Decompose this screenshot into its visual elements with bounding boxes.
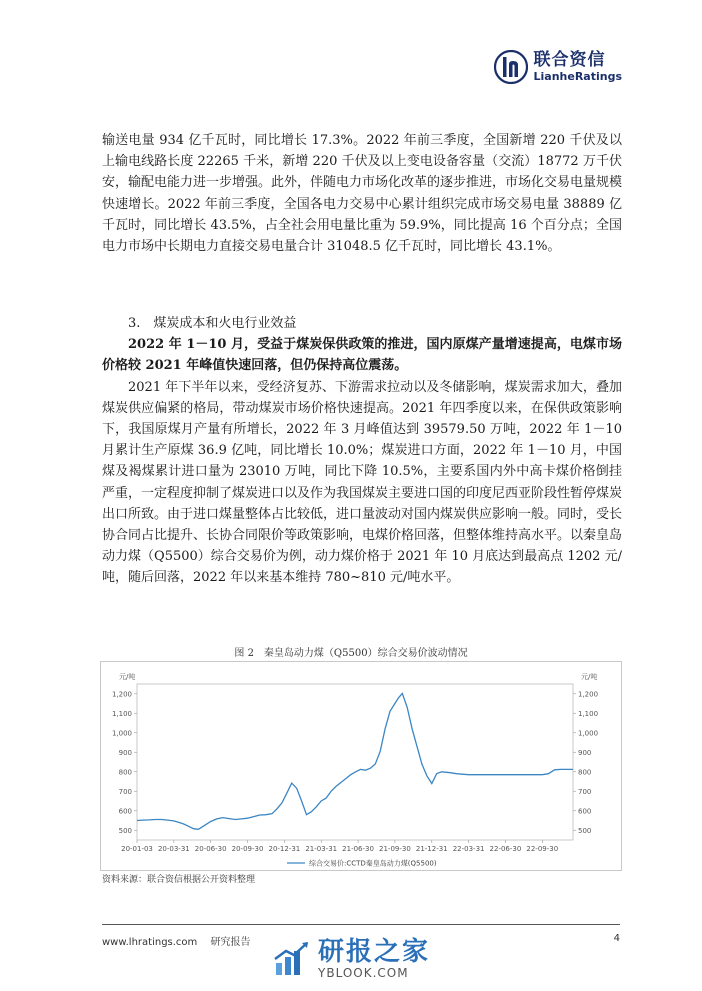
x-tick-label: 22-03-31: [452, 845, 485, 853]
company-logo: [494, 50, 623, 84]
x-tick-label: 20-09-30: [231, 845, 264, 853]
y-axis-label-left: 元/吨: [119, 673, 136, 681]
y-tick-label-right: 1,000: [578, 729, 599, 738]
section-heading: 3. 煤炭成本和火电行业效益: [128, 316, 297, 331]
footer-website[interactable]: www.lhratings.com: [102, 937, 198, 948]
y-tick-label-right: 900: [578, 748, 592, 757]
figure-caption: 图 2 秦皇岛动力煤（Q5500）综合交易价波动情况: [234, 648, 468, 659]
section-3: [102, 313, 622, 589]
y-tick-label-right: 1,100: [578, 709, 599, 718]
logo-chinese-name: 联合资信: [533, 50, 606, 70]
y-tick-label-left: 1,000: [111, 729, 132, 738]
y-axis-label-right: 元/吨: [581, 673, 598, 681]
y-tick-label-right: 500: [578, 826, 592, 835]
x-tick-label: 20-12-31: [268, 845, 301, 853]
footer-divider: [102, 924, 620, 925]
x-tick-label: 20-03-31: [157, 845, 190, 853]
y-tick-label-left: 900: [118, 748, 132, 757]
x-tick-label: 20-06-30: [194, 845, 227, 853]
y-tick-label-left: 500: [118, 826, 132, 835]
legend-label: 综合交易价:CCTD秦皇岛动力煤(Q5500): [309, 859, 437, 868]
figure-source: 资料来源：联合资信根据公开资料整理: [102, 875, 256, 885]
x-tick-label: 21-12-31: [415, 845, 448, 853]
watermark-english: YBLOOK.COM: [318, 966, 409, 980]
x-tick-label: 22-06-30: [489, 845, 522, 853]
page-number: 4: [613, 933, 620, 944]
x-tick-label: 20-01-03: [121, 845, 153, 853]
watermark: [272, 938, 430, 980]
y-tick-label-left: 1,100: [111, 709, 132, 718]
y-tick-label-right: 1,200: [578, 690, 599, 699]
y-tick-label-left: 700: [118, 787, 132, 796]
watermark-chinese: 研报之家: [318, 937, 431, 967]
y-tick-label-right: 800: [578, 768, 592, 777]
lianhe-logo-icon: [494, 50, 528, 84]
y-tick-label-left: 600: [118, 807, 132, 816]
y-tick-label-left: 1,200: [111, 690, 132, 699]
price-series-line: [137, 693, 573, 829]
x-tick-label: 21-09-30: [379, 845, 411, 853]
y-tick-label-left: 800: [118, 768, 132, 777]
footer-left: [102, 933, 250, 948]
logo-english-name: LianheRatings: [533, 70, 622, 83]
x-tick-label: 21-06-30: [342, 845, 374, 853]
bar-chart-watermark-icon: [272, 939, 312, 979]
paragraph-coal-market: 2021 年下半年以来，受经济复苏、下游需求拉动以及冬储影响，煤炭需求加大，叠加煤炭供应偏紧的格局，带动煤炭市场价格快速提高。2021 年四季度以来，在保供政策影响下，我国原煤月产量有所增长，2022 年 3 月峰值达到 39579.50 万吨，2022 年 1－10 月累计生产原煤 36.9 亿吨，同比增长 10.0%；煤炭进口方面，2022 年 1－10 月，中国煤及褐煤累计进口量为 23010 万吨，同比下降 10.5%，主要系国内外中高卡煤价格倒挂严重，一定程度抑制了煤炭进口以及作为我国煤炭主要进口国的印度尼西亚阶段性暂停煤炭出口所致。由于进口煤量整体占比较低，进口量波动对国内煤炭供应影响一般。同时，受长协合同占比提升、长协合同限价等政策影响，电煤价格回落，但整体维持高水平。以秦皇岛动力煤（Q5500）综合交易价为例，动力煤价格于 2021 年 10 月底达到最高点 1202 元/吨，随后回落，2022 年以来基本维持 780~810 元/吨水平。: [102, 379, 623, 586]
bold-summary-paragraph: 2022 年 1－10 月，受益于煤炭保供政策的推进，国内原煤产量增速提高，电煤市场价格较 2021 年峰值快速回落，但仍保持高位震荡。: [102, 337, 622, 374]
x-tick-label: 21-03-31: [305, 845, 338, 853]
x-tick-label: 22-09-30: [526, 845, 559, 853]
y-tick-label-right: 600: [578, 807, 592, 816]
footer-report-label: 研究报告: [210, 937, 251, 948]
y-tick-label-right: 700: [578, 787, 592, 796]
body-text-top: [102, 130, 622, 257]
paragraph-power-transmission: 输送电量 934 亿千瓦时，同比增长 17.3%。2022 年前三季度，全国新增 220 千伏及以上输电线路长度 22265 千米，新增 220 千伏及以上变电设备容量（交流）18772 万千伏安，输配电能力进一步增强。此外，伴随电力市场化改革的逐步推进，市场化交易电量规模快速增长。2022 年前三季度，全国各电力交易中心累计组织完成市场交易电量 38889 亿千瓦时，同比增长 43.5%，占全社会用电量比重为 59.9%，同比提高 16 个百分点；全国电力市场中长期电力直接交易电量合计 31048.5 亿千瓦时，同比增长 43.1%。: [102, 133, 623, 255]
coal-price-chart-frame: [100, 661, 622, 871]
plot-area: [137, 684, 573, 840]
coal-price-line-chart: [101, 662, 621, 870]
